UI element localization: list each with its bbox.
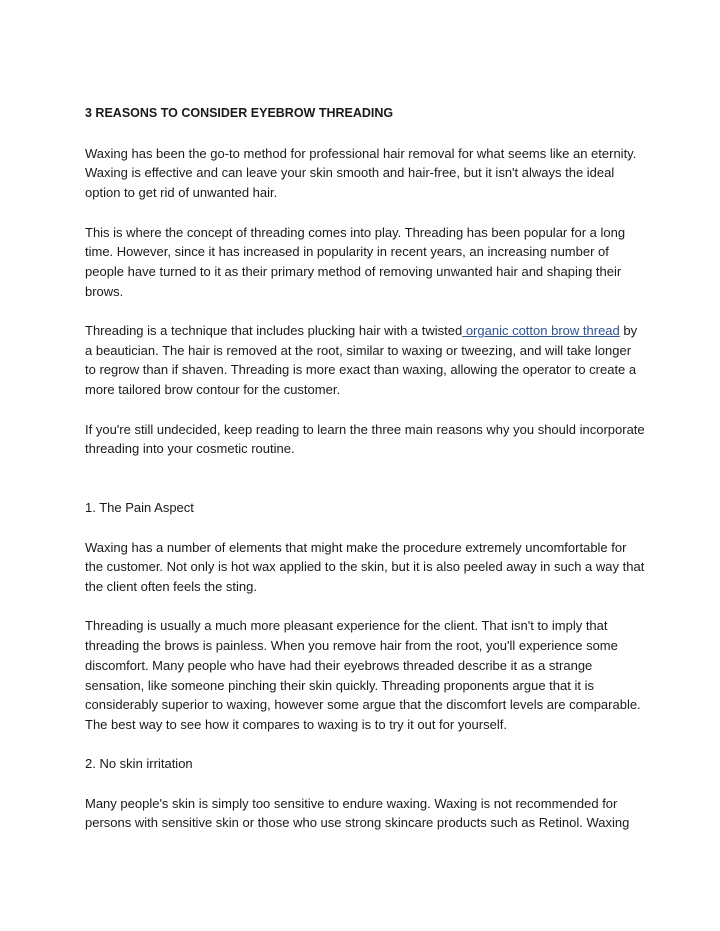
paragraph-text-after-link: by a beautician. The hair is removed at the root, similar to waxing or tweezing, and will take longer to regrow than if shaven. Threading is more exact than waxing, allowing the operator to create a more tailored brow contour for the customer. bbox=[85, 323, 638, 398]
document-title: 3 REASONS TO CONSIDER EYEBROW THREADING bbox=[85, 106, 394, 120]
document-body bbox=[85, 104, 645, 853]
intro-paragraph-2: This is where the concept of threading comes into play. Threading has been popular for a long time. However, since it has increased in popularity in recent years, an increasing number of people have turned to it as their primary method of removing unwanted hair and shaping their brows. bbox=[85, 224, 626, 299]
section-heading-pain-aspect: 1. The Pain Aspect bbox=[85, 500, 194, 516]
intro-paragraph-3 bbox=[85, 321, 645, 400]
section2-paragraph-1: Many people's skin is simply too sensitive to endure waxing. Waxing is not recommended for persons with sensitive skin or those who use strong skincare products such as Retinol. Waxing bbox=[85, 795, 630, 831]
organic-cotton-brow-thread-link[interactable]: organic cotton brow thread bbox=[462, 323, 620, 338]
paragraph-text-before-link: Threading is a technique that includes plucking hair with a twisted bbox=[85, 323, 463, 338]
intro-paragraph-4: If you're still undecided, keep reading to learn the three main reasons why you should incorporate threading into your cosmetic routine. bbox=[85, 421, 645, 457]
section1-paragraph-2: Threading is usually a much more pleasant experience for the client. That isn't to imply that threading the brows is painless. When you remove hair from the root, you'll experience some discomfort. Many people who have had their eyebrows threaded describe it as a strange sensation, like someone pinching their skin quickly. Threading proponents argue that it is considerably superior to waxing, however some argue that the discomfort levels are comparable. The best way to see how it compares to waxing is to try it out for yourself. bbox=[85, 618, 641, 732]
intro-paragraph-1: Waxing has been the go-to method for professional hair removal for what seems like an eternity. Waxing is effective and can leave your skin smooth and hair-free, but it isn't always the ideal option to get rid of unwanted hair. bbox=[85, 145, 637, 201]
section-heading-no-skin-irritation: 2. No skin irritation bbox=[85, 756, 193, 772]
section1-paragraph-1: Waxing has a number of elements that might make the procedure extremely uncomfortable for the customer. Not only is hot wax applied to the skin, but it is also peeled away in such a way that the client often feels the sting. bbox=[85, 539, 645, 595]
